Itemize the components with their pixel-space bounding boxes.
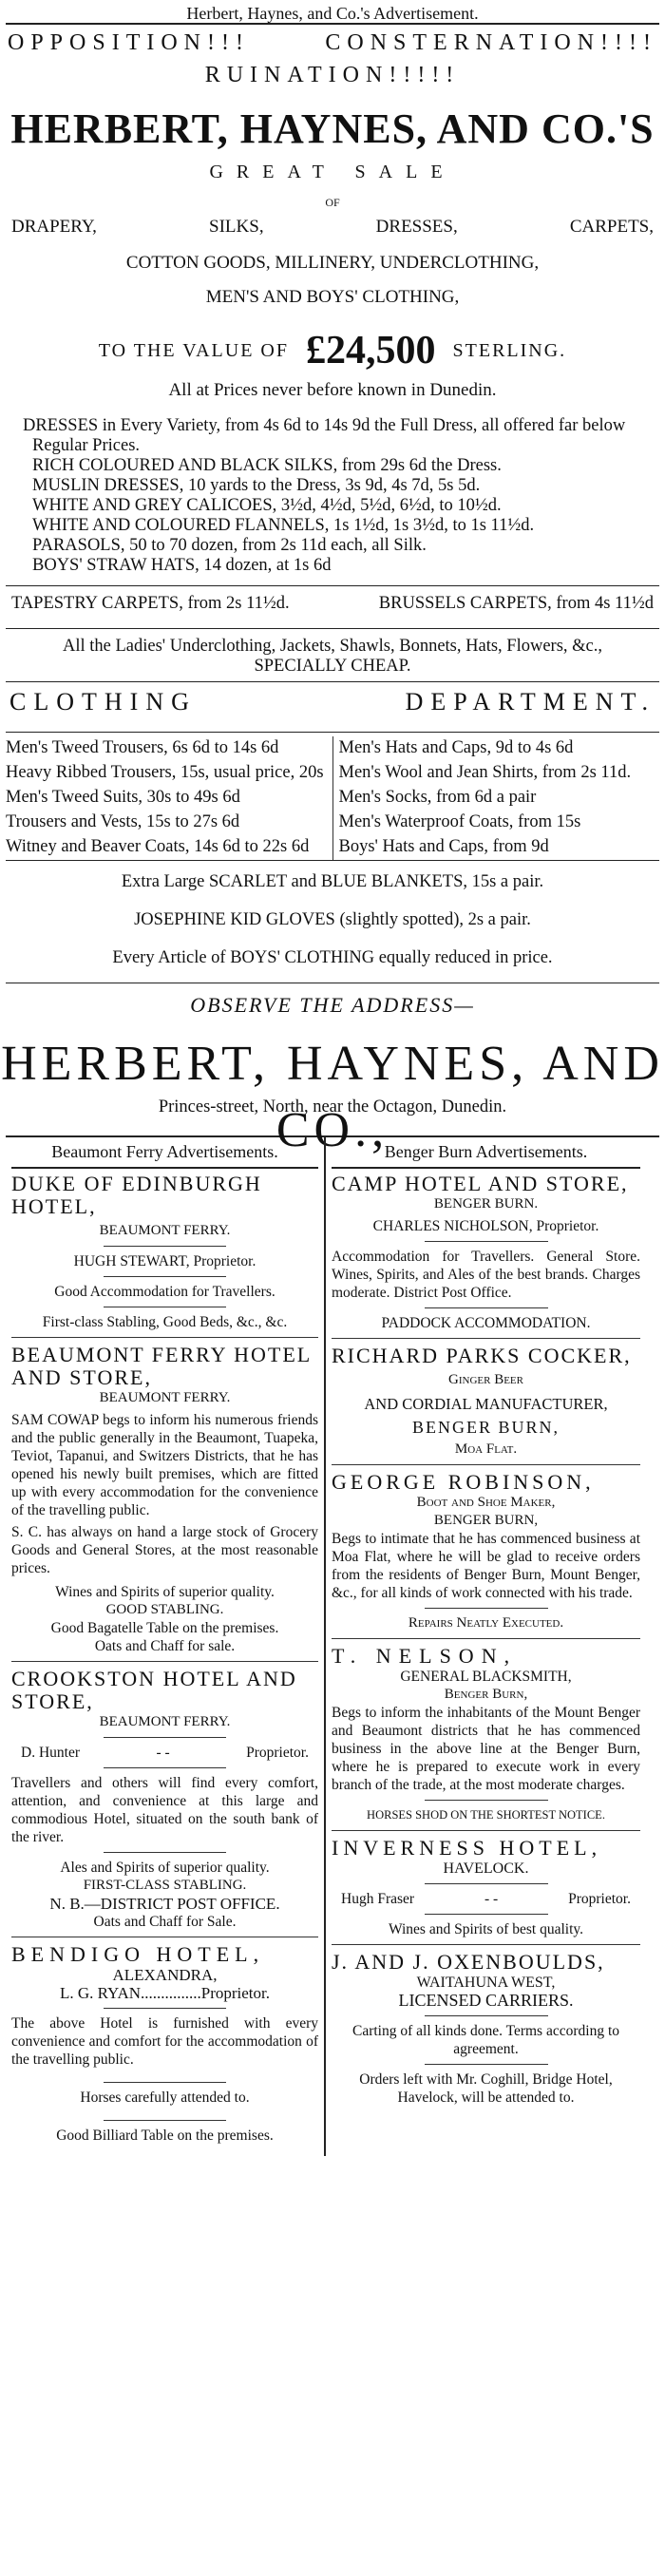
crookston-oats: Oats and Chaff for Sale. xyxy=(93,1914,237,1930)
bendigo-title: BENDIGO HOTEL, xyxy=(11,1942,265,1966)
beaumont-hotel-wines: Wines and Spirits of superior quality. xyxy=(55,1584,275,1600)
clothing-item: Heavy Ribbed Trousers, 15s, usual price, 20s xyxy=(6,763,324,782)
cocker-title: RICHARD PARKS COCKER, xyxy=(332,1344,632,1367)
inverness-place: HAVELOCK. xyxy=(443,1860,529,1877)
item-line: RICH COLOURED AND BLACK SILKS, from 29s 6d the Dress. xyxy=(32,456,502,475)
beaumont-hotel-oats: Oats and Chaff for sale. xyxy=(94,1638,236,1654)
dashes: - - xyxy=(156,1745,170,1761)
clothing-item: Trousers and Vests, 15s to 27s 6d xyxy=(6,812,240,831)
crookston-post: N. B.—DISTRICT POST OFFICE. xyxy=(49,1895,280,1913)
robinson-ad xyxy=(332,1471,640,1639)
oxenboulds-title: J. AND J. OXENBOULDS, xyxy=(332,1950,605,1974)
clothing-item: Boys' Hats and Caps, from 9d xyxy=(338,837,549,856)
bendigo-proprietor: L. G. RYAN...............Proprietor. xyxy=(60,1984,270,2002)
rule xyxy=(425,2064,548,2065)
main-title-2: HERBERT, HAYNES, AND CO., xyxy=(1,1037,664,1157)
cocker-sub: Ginger Beer xyxy=(448,1372,523,1387)
nelson-ad xyxy=(332,1645,640,1831)
inverness-name: Hugh Fraser xyxy=(341,1891,415,1907)
beaumont-hotel-title: BEAUMONT FERRY HOTEL AND STORE, xyxy=(11,1343,312,1389)
items-list xyxy=(0,416,665,576)
page-header: Herbert, Haynes, and Co.'s Advertisement. xyxy=(186,4,479,23)
crookston-body: Travellers and others will find every comfort, attention, and convenience at this large and commodious Hotel, situated on the south bank of the river. xyxy=(11,1775,318,1845)
cocker-ad xyxy=(332,1345,640,1465)
rule xyxy=(104,1737,226,1738)
clothing-item: Men's Tweed Trousers, 6s 6d to 14s 6d xyxy=(6,738,279,757)
beaumont-hotel-bagatelle: Good Bagatelle Table on the premises. xyxy=(50,1620,279,1636)
crookston-place: BEAUMONT FERRY. xyxy=(99,1714,231,1729)
rule xyxy=(425,1800,548,1801)
crookston-proprietor xyxy=(11,1744,318,1762)
clothing-item: Men's Socks, from 6d a pair xyxy=(338,788,537,807)
item-line: WHITE AND GREY CALICOES, 3½d, 4½d, 5½d, 6½d, to 10½d. xyxy=(32,496,502,515)
clothing-item: Men's Hats and Caps, 9d to 4s 6d xyxy=(338,738,574,757)
carpets-row xyxy=(0,586,665,628)
clothing-col-2 xyxy=(333,736,660,860)
bendigo-horses: Horses carefully attended to. xyxy=(80,2089,250,2106)
goods-item: DRAPERY, xyxy=(11,217,97,237)
camp-proprietor: CHARLES NICHOLSON, Proprietor. xyxy=(372,1218,599,1234)
nelson-body: Begs to inform the inhabitants of the Mount Benger and Beaumont districts that he has commenced business in the above line at the Benger Burn, where he is prepared to execute work in every branch of the trade, at the most moderate charges. xyxy=(332,1705,640,1793)
bendigo-billiard: Good Billiard Table on the premises. xyxy=(56,2128,274,2144)
main-title: HERBERT, HAYNES, AND CO.'S xyxy=(10,105,655,152)
bendigo-place: ALEXANDRA, xyxy=(112,1966,218,1984)
oxenboulds-carting: Carting of all kinds done. Terms according to agreement. xyxy=(352,2023,619,2057)
duke-ad xyxy=(11,1173,318,1338)
clothing-heading xyxy=(0,682,665,732)
oxenboulds-orders: Orders left with Mr. Coghill, Bridge Hotel, Havelock, will be attended to. xyxy=(359,2071,613,2106)
oxenboulds-place: WAITAHUNA WEST, xyxy=(416,1975,556,1991)
bendigo-body: The above Hotel is furnished with every convenience and comfort for the accommodation of the travelling public. xyxy=(11,2015,318,2068)
address-line: Princes-street, North, near the Octagon, Dunedin. xyxy=(158,1097,507,1116)
duke-title: DUKE OF EDINBURGH HOTEL, xyxy=(11,1172,262,1218)
clothing-item: Men's Waterproof Coats, from 15s xyxy=(338,812,581,831)
clothing-item: Men's Wool and Jean Shirts, from 2s 11d. xyxy=(338,763,632,782)
rule xyxy=(104,1767,226,1768)
boys-line: Every Article of BOYS' CLOTHING equally reduced in price. xyxy=(112,948,553,967)
classified-columns xyxy=(6,1137,659,2156)
bendigo-ad xyxy=(11,1943,318,2150)
nelson-title: T. NELSON, xyxy=(332,1644,518,1668)
inverness-wines: Wines and Spirits of best quality. xyxy=(388,1921,583,1937)
rule xyxy=(425,1241,548,1242)
gloves-line: JOSEPHINE KID GLOVES (slightly spotted), 2s a pair. xyxy=(134,910,531,929)
value-pre: TO THE VALUE OF xyxy=(98,339,290,361)
crookston-stabling: FIRST-CLASS STABLING. xyxy=(83,1878,247,1893)
robinson-repairs: Repairs Neatly Executed. xyxy=(408,1615,564,1631)
goods-line-2: COTTON GOODS, MILLINERY, UNDERCLOTHING, xyxy=(125,253,540,273)
crookston-ad xyxy=(11,1668,318,1937)
value-amount: £24,500 xyxy=(306,329,436,372)
item-line: PARASOLS, 50 to 70 dozen, from 2s 11d each, all Silk. xyxy=(32,536,427,555)
item-line: BOYS' STRAW HATS, 14 dozen, at 1s 6d xyxy=(32,556,332,575)
camp-body: Accommodation for Travellers. General Store. Wines, Spirits, and Ales of the best brands. Charges moderate. District Post Office. xyxy=(332,1249,640,1301)
inverness-title: INVERNESS HOTEL, xyxy=(332,1836,602,1860)
opposition-row xyxy=(0,25,665,63)
duke-place: BEAUMONT FERRY. xyxy=(99,1223,231,1238)
consternation-text: CONSTERNATION!!!! xyxy=(325,30,657,55)
proprietor-label: Proprietor. xyxy=(568,1891,631,1907)
beaumont-column xyxy=(6,1137,326,2156)
crookston-name: D. Hunter xyxy=(21,1745,80,1761)
robinson-trade: Boot and Shoe Maker, xyxy=(416,1495,556,1510)
benger-column xyxy=(326,1137,646,2156)
beaumont-hotel-body: SAM COWAP begs to inform his numerous friends and the public generally in the Beaumont, Tuapeka, Teviot, Tapanui, and Switzers Districts, that he has opened his newly built premises, which are fitted up with every accommodation for the convenience of the travelling public. xyxy=(11,1412,318,1518)
goods-line-3: MEN'S AND BOYS' CLOTHING, xyxy=(205,287,460,307)
benger-heading: Benger Burn Advertisements. xyxy=(332,1137,640,1169)
goods-item: DRESSES, xyxy=(375,217,458,237)
item-line: MUSLIN DRESSES, 10 yards to the Dress, 3s 9d, 4s 7d, 5s 5d. xyxy=(32,476,481,495)
crookston-title: CROOKSTON HOTEL AND STORE, xyxy=(11,1667,297,1713)
of-text: OF xyxy=(325,196,340,209)
beaumont-hotel-stabling: GOOD STABLING. xyxy=(105,1602,224,1617)
goods-item: SILKS, xyxy=(209,217,264,237)
brussels-carpets: BRUSSELS CARPETS, from 4s 11½d xyxy=(378,594,654,613)
crookston-ales: Ales and Spirits of superior quality. xyxy=(60,1860,270,1876)
observe-address: OBSERVE THE ADDRESS— xyxy=(190,993,475,1017)
camp-hotel-ad xyxy=(332,1173,640,1339)
clothing-col-1 xyxy=(6,736,333,860)
item-line: DRESSES in Every Variety, from 4s 6d to 14s 9d the Full Dress, all offered far below Regular Prices. xyxy=(23,416,626,455)
rule xyxy=(425,2015,548,2016)
rule xyxy=(104,2082,226,2083)
camp-title: CAMP HOTEL AND STORE, xyxy=(332,1172,629,1195)
rule xyxy=(425,1914,548,1915)
robinson-body: Begs to intimate that he has commenced business at Moa Flat, where he will be glad to receive orders from the residents of Benger Burn, Mount Benger, &c., for all kinds of work connected with his trade. xyxy=(332,1531,640,1601)
rule xyxy=(104,1852,226,1853)
camp-place: BENGER BURN. xyxy=(433,1196,539,1212)
item-line: WHITE AND COLOURED FLANNELS, 1s 1½d, 1s 3½d, to 1s 11½d. xyxy=(32,516,535,535)
rule xyxy=(104,1276,226,1277)
nelson-place: Benger Burn, xyxy=(444,1687,528,1702)
oxenboulds-trade: LICENSED CARRIERS. xyxy=(398,1991,574,2010)
clothing-item: Men's Tweed Suits, 30s to 49s 6d xyxy=(6,788,240,807)
rule xyxy=(104,1246,226,1247)
rule xyxy=(425,1883,548,1884)
camp-paddock: PADDOCK ACCOMMODATION. xyxy=(381,1315,591,1331)
clothing-table xyxy=(6,733,659,860)
beaumont-hotel-place: BEAUMONT FERRY. xyxy=(99,1390,231,1405)
goods-item: CARPETS, xyxy=(569,217,654,237)
duke-proprietor: HUGH STEWART, Proprietor. xyxy=(73,1253,256,1269)
prices-note: All at Prices never before known in Dunedin. xyxy=(168,380,497,400)
value-post: STERLING. xyxy=(452,339,567,361)
duke-accom: Good Accommodation for Travellers. xyxy=(54,1284,276,1300)
duke-stabling: First-class Stabling, Good Beds, &c., &c. xyxy=(42,1314,288,1330)
blankets-line: Extra Large SCARLET and BLUE BLANKETS, 15s a pair. xyxy=(121,872,544,891)
opposition-text: OPPOSITION!!! xyxy=(8,30,250,55)
great-sale: GREAT SALE xyxy=(209,162,456,182)
clothing-word: CLOTHING xyxy=(10,688,197,716)
proprietor-label: Proprietor. xyxy=(246,1745,309,1761)
beaumont-hotel-stock: S. C. has always on hand a large stock of Grocery Goods and General Stores, at the most reasonable prices. xyxy=(11,1524,318,1576)
robinson-title: GEORGE ROBINSON, xyxy=(332,1470,595,1494)
cocker-place: BENGER BURN, xyxy=(411,1418,560,1437)
cocker-flat: Moa Flat. xyxy=(454,1441,518,1457)
nelson-horses: HORSES SHOD ON THE SHORTEST NOTICE. xyxy=(367,1808,605,1822)
value-row xyxy=(0,321,665,380)
ruination-text: RUINATION!!!!! xyxy=(204,63,461,87)
specially-cheap: SPECIALLY CHEAP. xyxy=(254,657,411,676)
clothing-item: Witney and Beaver Coats, 14s 6d to 22s 6d xyxy=(6,837,310,856)
tapestry-carpets: TAPESTRY CARPETS, from 2s 11½d. xyxy=(11,594,290,613)
cocker-trade: AND CORDIAL MANUFACTURER, xyxy=(364,1395,608,1413)
ladies-note: All the Ladies' Underclothing, Jackets, Shawls, Bonnets, Hats, Flowers, &c., xyxy=(62,637,602,656)
inverness-ad xyxy=(332,1837,640,1945)
goods-row xyxy=(0,217,665,253)
inverness-proprietor xyxy=(332,1890,640,1908)
dashes: - - xyxy=(484,1891,499,1907)
beaumont-heading: Beaumont Ferry Advertisements. xyxy=(11,1137,318,1169)
oxenboulds-ad xyxy=(332,1951,640,2112)
rule xyxy=(425,1608,548,1609)
robinson-place: BENGER BURN, xyxy=(433,1513,539,1528)
rule xyxy=(104,2008,226,2009)
rule xyxy=(104,2120,226,2121)
department-word: DEPARTMENT. xyxy=(405,688,656,716)
rule xyxy=(425,1307,548,1308)
nelson-trade: GENERAL BLACKSMITH, xyxy=(400,1669,572,1685)
beaumont-hotel-ad xyxy=(11,1344,318,1662)
